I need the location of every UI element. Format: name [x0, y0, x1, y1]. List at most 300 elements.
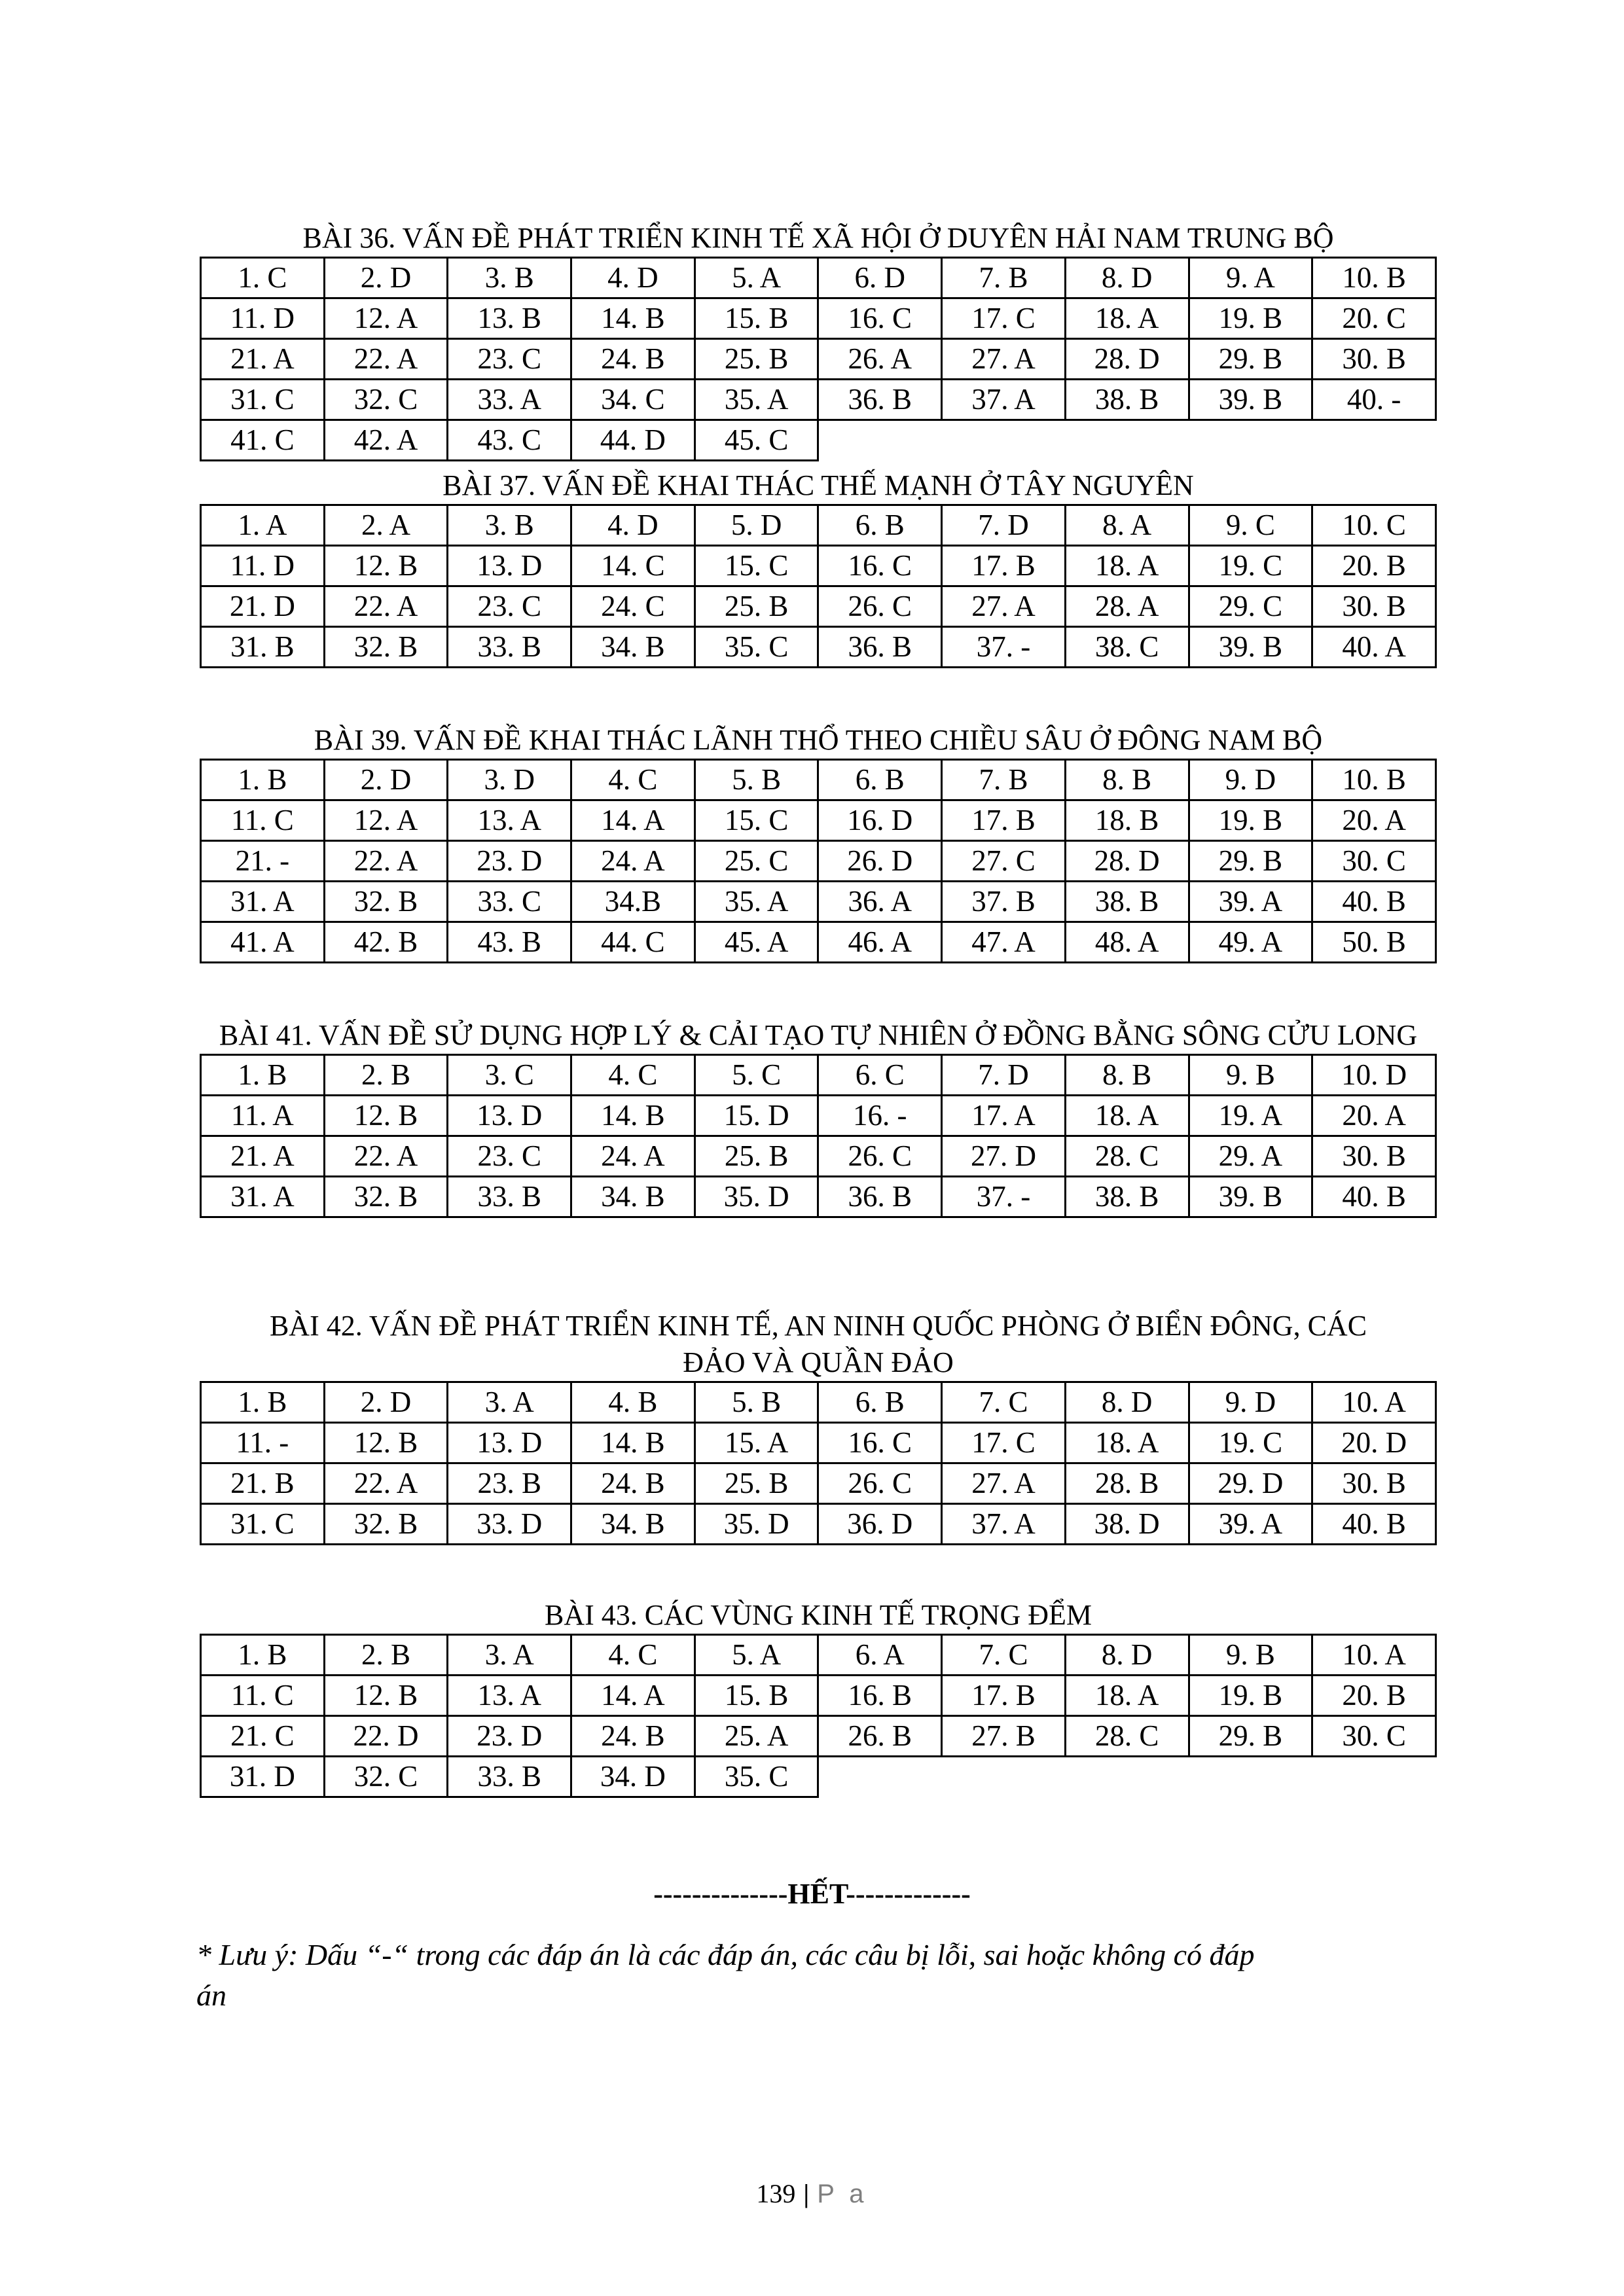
answer-cell: 40. B [1312, 1504, 1436, 1545]
answer-cell: 7. C [942, 1635, 1066, 1676]
answer-cell: 20. A [1312, 1096, 1436, 1136]
table-row [201, 420, 1436, 461]
answer-cell: 23. C [448, 586, 571, 627]
answer-cell: 10. B [1312, 760, 1436, 800]
answer-cell: 9. D [1189, 1382, 1312, 1423]
answer-cell: 4. D [571, 505, 695, 546]
answer-cell: 1. B [201, 1055, 325, 1096]
table-row [201, 1676, 1436, 1716]
answer-cell: 24. B [571, 1716, 695, 1757]
answer-cell: 32. B [324, 1177, 448, 1217]
answer-cell: 5. B [695, 1382, 818, 1423]
answer-cell: 28. A [1065, 586, 1189, 627]
answer-cell: 37. - [942, 1177, 1066, 1217]
answer-cell: 11. - [201, 1423, 325, 1463]
table-row [201, 1716, 1436, 1757]
answer-cell: 38. B [1065, 882, 1189, 922]
answer-cell: 6. D [818, 258, 942, 298]
answer-cell: 16. C [818, 298, 942, 339]
section-bai-42 [200, 1308, 1437, 1545]
answer-cell: 29. B [1189, 339, 1312, 380]
answer-cell: 31. A [201, 1177, 325, 1217]
answer-cell: 19. B [1189, 800, 1312, 841]
answer-cell: 15. D [695, 1096, 818, 1136]
answer-cell: 30. B [1312, 339, 1436, 380]
empty-cell [1312, 420, 1436, 461]
answer-cell: 2. A [324, 505, 448, 546]
answer-cell: 15. B [695, 1676, 818, 1716]
answer-cell: 48. A [1065, 922, 1189, 963]
answer-cell: 34. B [571, 1504, 695, 1545]
answer-cell: 2. B [324, 1055, 448, 1096]
answer-cell: 34. B [571, 1177, 695, 1217]
table-row [201, 380, 1436, 420]
answer-cell: 21. - [201, 841, 325, 882]
answer-cell: 11. A [201, 1096, 325, 1136]
answer-cell: 35. A [695, 380, 818, 420]
answer-cell: 42. A [324, 420, 448, 461]
answer-cell: 28. B [1065, 1463, 1189, 1504]
answer-cell: 1. B [201, 1382, 325, 1423]
answer-cell: 25. B [695, 586, 818, 627]
answer-cell: 27. A [942, 339, 1066, 380]
answer-cell: 14. B [571, 1423, 695, 1463]
answer-cell: 24. B [571, 1463, 695, 1504]
answer-cell: 1. A [201, 505, 325, 546]
answer-cell: 33. D [448, 1504, 571, 1545]
section-bai-43 [200, 1597, 1437, 1798]
section-bai-41 [200, 1017, 1437, 1218]
section-title: BÀI 42. VẤN ĐỀ PHÁT TRIỂN KINH TẾ, AN NINH QUỐC PHÒNG Ở BIỂN ĐÔNG, CÁC ĐẢO VÀ QUẦN ĐẢO [269, 1310, 1367, 1378]
answer-cell: 37. A [942, 380, 1066, 420]
answer-cell: 11. D [201, 298, 325, 339]
answer-cell: 30. C [1312, 1716, 1436, 1757]
answer-cell: 7. B [942, 760, 1066, 800]
answer-cell: 32. B [324, 627, 448, 668]
answer-cell: 30. B [1312, 1463, 1436, 1504]
section-bai-39 [200, 722, 1437, 963]
answer-cell: 22. A [324, 841, 448, 882]
answer-cell: 11. C [201, 1676, 325, 1716]
answer-cell: 23. C [448, 1136, 571, 1177]
answer-cell: 36. B [818, 627, 942, 668]
section-title: BÀI 43. CÁC VÙNG KINH TẾ TRỌNG ĐỂM [544, 1599, 1092, 1631]
answer-cell: 6. C [818, 1055, 942, 1096]
answer-cell: 37. B [942, 882, 1066, 922]
answer-cell: 12. B [324, 1676, 448, 1716]
answer-cell: 18. A [1065, 1096, 1189, 1136]
answer-cell: 14. B [571, 1096, 695, 1136]
answer-cell: 26. D [818, 841, 942, 882]
answer-cell: 12. B [324, 546, 448, 586]
answer-cell: 23. B [448, 1463, 571, 1504]
answer-cell: 13. A [448, 800, 571, 841]
answer-cell: 15. C [695, 546, 818, 586]
answer-cell: 40. B [1312, 1177, 1436, 1217]
empty-cell [818, 420, 942, 461]
answer-cell: 13. B [448, 298, 571, 339]
answer-cell: 29. B [1189, 841, 1312, 882]
section-title: BÀI 39. VẤN ĐỀ KHAI THÁC LÃNH THỔ THEO CHIỀU SÂU Ở ĐÔNG NAM BỘ [314, 724, 1323, 756]
answer-cell: 38. B [1065, 1177, 1189, 1217]
answer-cell: 18. B [1065, 800, 1189, 841]
answer-cell: 31. D [201, 1757, 325, 1797]
answer-cell: 24. C [571, 586, 695, 627]
answer-cell: 4. C [571, 760, 695, 800]
answer-cell: 8. D [1065, 258, 1189, 298]
answer-cell: 1. C [201, 258, 325, 298]
answer-cell: 2. D [324, 760, 448, 800]
answer-cell: 31. C [201, 1504, 325, 1545]
answer-cell: 2. D [324, 1382, 448, 1423]
answer-cell: 16. D [818, 800, 942, 841]
empty-cell [1189, 1757, 1312, 1797]
answer-cell: 23. C [448, 339, 571, 380]
answer-cell: 26. C [818, 1463, 942, 1504]
answer-cell: 50. B [1312, 922, 1436, 963]
table-row [201, 505, 1436, 546]
answer-cell: 26. C [818, 1136, 942, 1177]
answer-cell: 17. B [942, 546, 1066, 586]
answer-cell: 33. B [448, 1177, 571, 1217]
answer-cell: 2. D [324, 258, 448, 298]
answer-cell: 8. D [1065, 1635, 1189, 1676]
answer-cell: 35. D [695, 1504, 818, 1545]
answer-cell: 19. C [1189, 1423, 1312, 1463]
empty-cell [1312, 1757, 1436, 1797]
answer-cell: 16. B [818, 1676, 942, 1716]
answer-cell: 22. A [324, 1463, 448, 1504]
answer-cell: 7. B [942, 258, 1066, 298]
answer-cell: 2. B [324, 1635, 448, 1676]
table-row [201, 586, 1436, 627]
answer-cell: 17. B [942, 800, 1066, 841]
section-bai-37 [200, 467, 1437, 668]
answer-table [200, 257, 1437, 461]
table-row [201, 627, 1436, 668]
answer-cell: 4. C [571, 1635, 695, 1676]
footnote: * Lưu ý: Dấu “-“ trong các đáp án là các đáp án, các câu bị lỗi, sai hoặc không có đáp án [196, 1938, 1255, 2012]
answer-cell: 11. D [201, 546, 325, 586]
answer-cell: 28. C [1065, 1136, 1189, 1177]
answer-cell: 21. A [201, 1136, 325, 1177]
answer-cell: 9. B [1189, 1055, 1312, 1096]
answer-cell: 30. B [1312, 1136, 1436, 1177]
answer-cell: 32. B [324, 882, 448, 922]
answer-cell: 36. D [818, 1504, 942, 1545]
table-row [201, 1635, 1436, 1676]
answer-cell: 20. B [1312, 546, 1436, 586]
answer-cell: 25. B [695, 1463, 818, 1504]
answer-cell: 39. A [1189, 1504, 1312, 1545]
answer-cell: 7. D [942, 505, 1066, 546]
answer-cell: 33. B [448, 1757, 571, 1797]
answer-cell: 31. B [201, 627, 325, 668]
answer-cell: 17. A [942, 1096, 1066, 1136]
answer-cell: 20. C [1312, 298, 1436, 339]
answer-cell: 32. C [324, 380, 448, 420]
answer-cell: 45. C [695, 420, 818, 461]
answer-cell: 19. A [1189, 1096, 1312, 1136]
answer-cell: 9. D [1189, 760, 1312, 800]
answer-cell: 26. A [818, 339, 942, 380]
page-footer [0, 2178, 1624, 2209]
answer-cell: 31. C [201, 380, 325, 420]
table-row [201, 760, 1436, 800]
empty-cell [1189, 420, 1312, 461]
answer-cell: 1. B [201, 1635, 325, 1676]
answer-cell: 22. D [324, 1716, 448, 1757]
answer-cell: 34. B [571, 627, 695, 668]
answer-cell: 35. C [695, 627, 818, 668]
answer-cell: 36. B [818, 380, 942, 420]
answer-cell: 44. C [571, 922, 695, 963]
answer-cell: 21. C [201, 1716, 325, 1757]
section-title: BÀI 36. VẤN ĐỀ PHÁT TRIỂN KINH TẾ XÃ HỘI Ở DUYÊN HẢI NAM TRUNG BỘ [302, 222, 1334, 254]
answer-cell: 13. D [448, 1096, 571, 1136]
empty-cell [818, 1757, 942, 1797]
table-row [201, 546, 1436, 586]
answer-cell: 16. C [818, 546, 942, 586]
answer-cell: 39. B [1189, 1177, 1312, 1217]
answer-cell: 29. B [1189, 1716, 1312, 1757]
answer-cell: 41. A [201, 922, 325, 963]
answer-cell: 3. A [448, 1382, 571, 1423]
answer-cell: 27. A [942, 586, 1066, 627]
answer-cell: 32. B [324, 1504, 448, 1545]
table-row [201, 1382, 1436, 1423]
answer-cell: 18. A [1065, 546, 1189, 586]
answer-cell: 37. A [942, 1504, 1066, 1545]
table-row [201, 922, 1436, 963]
answer-cell: 12. A [324, 800, 448, 841]
answer-cell: 31. A [201, 882, 325, 922]
answer-cell: 12. B [324, 1423, 448, 1463]
answer-cell: 24. B [571, 339, 695, 380]
answer-cell: 26. C [818, 586, 942, 627]
answer-cell: 25. B [695, 1136, 818, 1177]
empty-cell [942, 420, 1066, 461]
answer-cell: 24. A [571, 1136, 695, 1177]
answer-cell: 20. D [1312, 1423, 1436, 1463]
answer-cell: 22. A [324, 1136, 448, 1177]
answer-cell: 28. D [1065, 339, 1189, 380]
answer-cell: 16. - [818, 1096, 942, 1136]
answer-cell: 32. C [324, 1757, 448, 1797]
empty-cell [942, 1757, 1066, 1797]
answer-cell: 3. B [448, 505, 571, 546]
answer-cell: 25. C [695, 841, 818, 882]
answer-cell: 6. B [818, 760, 942, 800]
answer-cell: 19. B [1189, 1676, 1312, 1716]
answer-cell: 44. D [571, 420, 695, 461]
answer-cell: 18. A [1065, 298, 1189, 339]
answer-cell: 25. B [695, 339, 818, 380]
answer-cell: 14. A [571, 800, 695, 841]
answer-cell: 3. B [448, 258, 571, 298]
answer-cell: 43. C [448, 420, 571, 461]
end-marker: --------------HẾT------------- [653, 1878, 971, 1910]
empty-cell [1065, 420, 1189, 461]
answer-cell: 15. B [695, 298, 818, 339]
answer-cell: 39. A [1189, 882, 1312, 922]
section-title: BÀI 37. VẤN ĐỀ KHAI THÁC THẾ MẠNH Ở TÂY NGUYÊN [442, 469, 1194, 501]
answer-cell: 41. C [201, 420, 325, 461]
answer-cell: 14. C [571, 546, 695, 586]
answer-cell: 30. B [1312, 586, 1436, 627]
answer-cell: 26. B [818, 1716, 942, 1757]
table-row [201, 1423, 1436, 1463]
answer-cell: 14. A [571, 1676, 695, 1716]
answer-cell: 10. C [1312, 505, 1436, 546]
answer-cell: 8. B [1065, 1055, 1189, 1096]
table-row [201, 339, 1436, 380]
table-row [201, 1136, 1436, 1177]
answer-cell: 13. A [448, 1676, 571, 1716]
section-bai-36 [200, 220, 1437, 461]
answer-cell: 5. D [695, 505, 818, 546]
answer-cell: 27. C [942, 841, 1066, 882]
answer-cell: 20. B [1312, 1676, 1436, 1716]
answer-cell: 22. A [324, 586, 448, 627]
answer-cell: 4. C [571, 1055, 695, 1096]
answer-cell: 40. A [1312, 627, 1436, 668]
answer-cell: 19. C [1189, 546, 1312, 586]
answer-cell: 38. B [1065, 380, 1189, 420]
answer-cell: 9. A [1189, 258, 1312, 298]
answer-cell: 33. B [448, 627, 571, 668]
answer-cell: 23. D [448, 1716, 571, 1757]
table-row [201, 258, 1436, 298]
answer-cell: 13. D [448, 1423, 571, 1463]
answer-cell: 37. - [942, 627, 1066, 668]
answer-cell: 6. B [818, 505, 942, 546]
answer-cell: 35. C [695, 1757, 818, 1797]
answer-cell: 8. B [1065, 760, 1189, 800]
answer-cell: 45. A [695, 922, 818, 963]
answer-cell: 6. B [818, 1382, 942, 1423]
answer-cell: 40. - [1312, 380, 1436, 420]
answer-cell: 25. A [695, 1716, 818, 1757]
answer-cell: 5. A [695, 258, 818, 298]
answer-cell: 8. D [1065, 1382, 1189, 1423]
answer-cell: 33. A [448, 380, 571, 420]
answer-cell: 15. A [695, 1423, 818, 1463]
table-row [201, 882, 1436, 922]
answer-cell: 12. B [324, 1096, 448, 1136]
answer-cell: 14. B [571, 298, 695, 339]
answer-cell: 11. C [201, 800, 325, 841]
footer-separator: | [803, 2179, 810, 2208]
section-title: BÀI 41. VẤN ĐỀ SỬ DỤNG HỢP LÝ & CẢI TẠO TỰ NHIÊN Ở ĐỒNG BẰNG SÔNG CỬU LONG [219, 1019, 1418, 1051]
answer-cell: 38. D [1065, 1504, 1189, 1545]
answer-cell: 21. A [201, 339, 325, 380]
answer-cell: 35. A [695, 882, 818, 922]
page-label: P a [817, 2179, 868, 2208]
table-row [201, 1055, 1436, 1096]
answer-cell: 3. A [448, 1635, 571, 1676]
answer-cell: 21. D [201, 586, 325, 627]
answer-cell: 6. A [818, 1635, 942, 1676]
answer-cell: 12. A [324, 298, 448, 339]
answer-cell: 18. A [1065, 1676, 1189, 1716]
answer-cell: 43. B [448, 922, 571, 963]
answer-cell: 29. A [1189, 1136, 1312, 1177]
answer-cell: 34. D [571, 1757, 695, 1797]
answer-cell: 10. D [1312, 1055, 1436, 1096]
answer-cell: 17. C [942, 298, 1066, 339]
answer-table [200, 1054, 1437, 1218]
table-row [201, 1096, 1436, 1136]
answer-cell: 27. B [942, 1716, 1066, 1757]
answer-cell: 36. B [818, 1177, 942, 1217]
table-row [201, 800, 1436, 841]
answer-cell: 20. A [1312, 800, 1436, 841]
empty-cell [1065, 1757, 1189, 1797]
table-row [201, 298, 1436, 339]
answer-cell: 10. B [1312, 258, 1436, 298]
answer-cell: 21. B [201, 1463, 325, 1504]
answer-cell: 28. D [1065, 841, 1189, 882]
answer-cell: 42. B [324, 922, 448, 963]
answer-cell: 3. D [448, 760, 571, 800]
answer-cell: 30. C [1312, 841, 1436, 882]
answer-cell: 5. B [695, 760, 818, 800]
answer-cell: 40. B [1312, 882, 1436, 922]
table-row [201, 1504, 1436, 1545]
answer-cell: 3. C [448, 1055, 571, 1096]
answer-cell: 34.B [571, 882, 695, 922]
answer-cell: 49. A [1189, 922, 1312, 963]
answer-cell: 5. C [695, 1055, 818, 1096]
answer-cell: 24. A [571, 841, 695, 882]
answer-cell: 39. B [1189, 380, 1312, 420]
answer-cell: 19. B [1189, 298, 1312, 339]
answer-cell: 7. C [942, 1382, 1066, 1423]
table-row [201, 841, 1436, 882]
answer-cell: 36. A [818, 882, 942, 922]
answer-table [200, 504, 1437, 668]
answer-cell: 28. C [1065, 1716, 1189, 1757]
table-row [201, 1177, 1436, 1217]
answer-cell: 8. A [1065, 505, 1189, 546]
answer-cell: 1. B [201, 760, 325, 800]
answer-cell: 4. D [571, 258, 695, 298]
answer-cell: 5. A [695, 1635, 818, 1676]
table-row [201, 1757, 1436, 1797]
table-row [201, 1463, 1436, 1504]
answer-cell: 7. D [942, 1055, 1066, 1096]
answer-cell: 29. C [1189, 586, 1312, 627]
answer-cell: 15. C [695, 800, 818, 841]
answer-table [200, 759, 1437, 963]
answer-cell: 16. C [818, 1423, 942, 1463]
answer-cell: 9. C [1189, 505, 1312, 546]
answer-cell: 22. A [324, 339, 448, 380]
answer-cell: 27. D [942, 1136, 1066, 1177]
answer-cell: 18. A [1065, 1423, 1189, 1463]
answer-cell: 34. C [571, 380, 695, 420]
answer-cell: 17. B [942, 1676, 1066, 1716]
answer-cell: 38. C [1065, 627, 1189, 668]
answer-cell: 23. D [448, 841, 571, 882]
answer-cell: 33. C [448, 882, 571, 922]
answer-cell: 46. A [818, 922, 942, 963]
answer-cell: 17. C [942, 1423, 1066, 1463]
answer-cell: 4. B [571, 1382, 695, 1423]
answer-cell: 35. D [695, 1177, 818, 1217]
page-number: 139 [756, 2179, 796, 2208]
